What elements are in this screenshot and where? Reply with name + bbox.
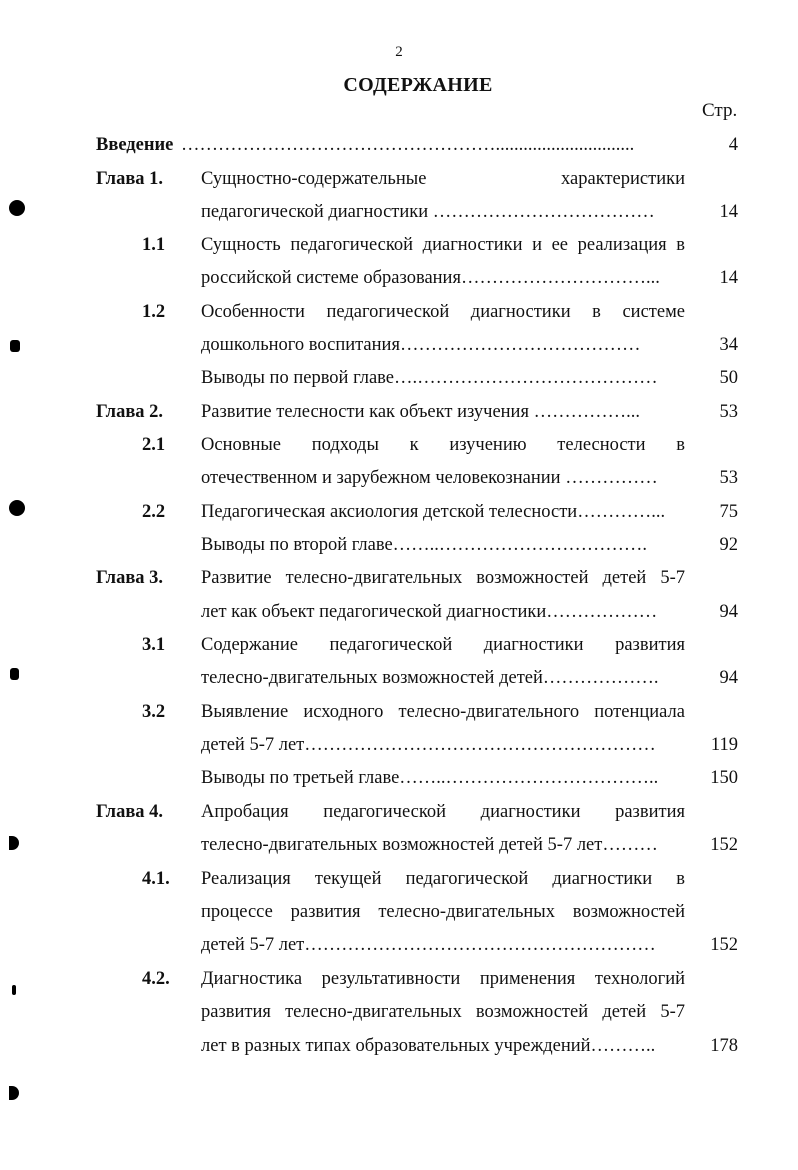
section-title-line: Диагностика результативности применения технологий [201,969,685,989]
toc-page-number: 4 [728,135,738,155]
toc-section-1-1[interactable] [0,229,738,262]
toc-section-2-1[interactable] [0,429,738,462]
section-label: 1.2 [142,302,166,322]
toc-chapter-2[interactable] [0,396,738,429]
section-label: 2.2 [142,502,166,522]
toc-section-3-1[interactable] [0,629,738,662]
section-title-line: процессе развития телесно-двигательных возможностей [201,902,685,922]
toc-page-number: 152 [710,935,738,955]
toc-page-number: 53 [719,468,738,488]
chapter-label: Глава 2. [96,402,164,422]
toc-title: СОДЕРЖАНИЕ [343,74,493,96]
toc-chapter-3-cont[interactable] [0,596,738,629]
chapter-label: Глава 1. [96,169,164,189]
toc-page-number: 53 [719,402,738,422]
toc-page-number: 14 [719,268,738,288]
section-title-line: Реализация текущей педагогической диагностики в [201,869,685,889]
toc-section-4-1-cont2[interactable] [0,929,738,962]
scan-artifact-mark [12,985,16,995]
toc-section-3-1-cont[interactable] [0,662,738,695]
binding-hole-mark [9,1086,19,1100]
toc-section-4-2[interactable] [0,963,738,996]
toc-entry-intro[interactable] [0,129,738,162]
toc-section-4-2-cont2[interactable] [0,1030,738,1063]
toc-page-number: 50 [719,368,738,388]
toc-page-number: 150 [710,768,738,788]
section-title-line: российской системе образования…………………………... [201,268,660,288]
toc-conclusion-1[interactable] [0,362,738,395]
section-title-line: телесно-двигательных возможностей детей………………. [201,668,659,688]
toc-chapter-3[interactable] [0,562,738,595]
chapter-title-line: Развитие телесно-двигательных возможностей детей 5-7 [201,568,685,588]
binding-hole-mark [9,500,25,516]
toc-section-2-1-cont[interactable] [0,462,738,495]
toc-page-number: 94 [719,602,738,622]
chapter-title-line: телесно-двигательных возможностей детей 5-7 лет……… [201,835,658,855]
toc-section-1-1-cont[interactable] [0,262,738,295]
section-title-line: развития телесно-двигательных возможностей детей 5-7 [201,1002,685,1022]
chapter-title-line: Сущностно-содержательные характеристики [201,169,685,189]
section-label: 3.1 [142,635,166,655]
section-label: 1.1 [142,235,166,255]
section-label: 4.2. [142,969,170,989]
toc-section-1-2-cont[interactable] [0,329,738,362]
section-title-line: Выявление исходного телесно-двигательного потенциала [201,702,685,722]
toc-page-number: 14 [719,202,738,222]
toc-chapter-4[interactable] [0,796,738,829]
toc-leader-dots: …………………………………………….............................. [181,135,635,155]
toc-chapter-1-cont[interactable] [0,196,738,229]
conclusion-title: Выводы по второй главе……..……………………………. [201,535,648,555]
toc-section-3-2[interactable] [0,696,738,729]
toc-page-number: 178 [710,1036,738,1056]
page-number: 2 [395,44,403,60]
toc-page-number: 94 [719,668,738,688]
toc-page-number: 92 [719,535,738,555]
section-label: 2.1 [142,435,166,455]
toc-conclusion-2[interactable] [0,529,738,562]
section-title-line: дошкольного воспитания………………………………… [201,335,641,355]
toc-chapter-4-cont[interactable] [0,829,738,862]
toc-page-number: 119 [710,735,738,755]
page-column-header: Стр. [702,100,738,121]
section-title-line: детей 5-7 лет………………………………………………… [201,935,656,955]
section-title-line: Содержание педагогической диагностики развития [201,635,685,655]
section-title-line: Особенности педагогической диагностики в системе [201,302,685,322]
toc-page-number: 152 [710,835,738,855]
toc-chapter-1[interactable] [0,163,738,196]
toc-section-4-1[interactable] [0,863,738,896]
toc-conclusion-3[interactable] [0,762,738,795]
section-title-line: Сущность педагогической диагностики и ее реализация в [201,235,685,255]
toc-entry-label: Введение [96,135,174,155]
toc-section-3-2-cont[interactable] [0,729,738,762]
conclusion-title: Выводы по первой главе….………………………………… [201,368,658,388]
toc-section-1-2[interactable] [0,296,738,329]
chapter-title-line: лет как объект педагогической диагностики……………… [201,602,658,622]
section-title-line: отечественном и зарубежном человекознании …………… [201,468,658,488]
chapter-label: Глава 4. [96,802,164,822]
binding-hole-mark [9,200,25,216]
chapter-label: Глава 3. [96,568,164,588]
chapter-title-line: Апробация педагогической диагностики развития [201,802,685,822]
section-title-line: Педагогическая аксиология детской телесности…………... [201,502,666,522]
section-label: 4.1. [142,869,170,889]
chapter-title-line: педагогической диагностики ……………………………… [201,202,655,222]
section-title-line: Основные подходы к изучению телесности в [201,435,685,455]
scan-artifact-mark [10,668,19,680]
toc-page-number: 75 [719,502,738,522]
toc-section-4-1-cont[interactable] [0,896,738,929]
section-label: 3.2 [142,702,166,722]
section-title-line: лет в разных типах образовательных учреждений……….. [201,1036,656,1056]
conclusion-title: Выводы по третьей главе……..…………………………….. [201,768,659,788]
scan-artifact-mark [10,340,20,352]
toc-section-2-2[interactable] [0,496,738,529]
toc-section-4-2-cont[interactable] [0,996,738,1029]
section-title-line: детей 5-7 лет………………………………………………… [201,735,656,755]
chapter-title-line: Развитие телесности как объект изучения ……………... [201,402,640,422]
toc-page-number: 34 [719,335,738,355]
